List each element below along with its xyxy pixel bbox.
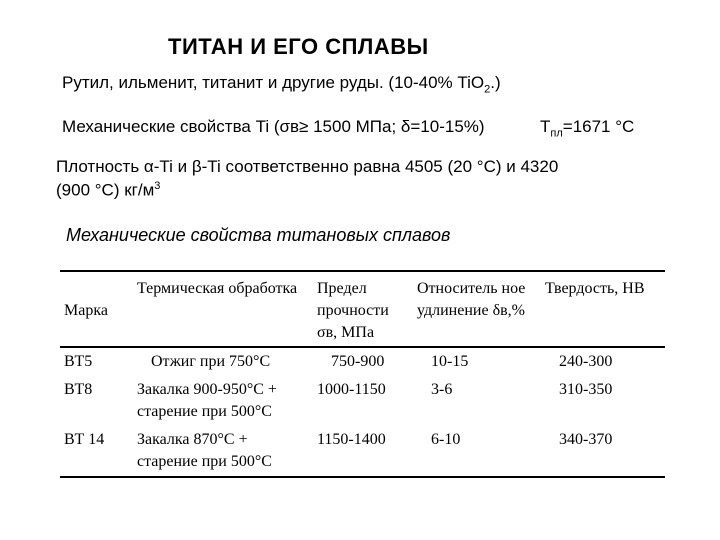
cell-heat-treatment: Отжиг при 750°С [151, 353, 271, 370]
table-row [60, 347, 665, 376]
cell-grade: ВТ8 [64, 381, 93, 398]
cell-strength: 750-900 [331, 353, 385, 370]
cell-hardness: 340-370 [559, 431, 613, 448]
ores-line [62, 73, 501, 95]
density-text: (900 °С) кг/м [56, 180, 155, 200]
table-header-row [60, 271, 665, 347]
cell-elongation: 3-6 [431, 381, 453, 398]
melting-value: =1671 °С [562, 117, 635, 136]
ores-text: Рутил, ильменит, титанит и другие руды. (10-40% TiO [62, 73, 485, 92]
cell-elongation: 10-15 [431, 353, 469, 370]
cell-elongation: 6-10 [431, 431, 461, 448]
page-title: ТИТАН И ЕГО СПЛАВЫ [168, 34, 429, 59]
header-hardness: Твердость, НВ [545, 280, 645, 297]
melting-subscript: пл [550, 127, 563, 140]
table-row [60, 426, 665, 477]
cell-strength: 1000-1150 [317, 381, 386, 398]
melting-point [540, 117, 634, 139]
ores-subscript: 2 [484, 83, 491, 96]
cell-hardness: 310-350 [559, 381, 613, 398]
header-strength: Предел прочности σв, МПа [317, 280, 389, 341]
header-heat-treatment: Термическая обработка [137, 280, 298, 297]
cell-grade: ВТ 14 [64, 431, 105, 448]
density-line-2 [56, 180, 160, 201]
header-grade: Марка [64, 302, 108, 319]
table-title: Механические свойства титановых сплавов [66, 225, 451, 245]
density-line-1: Плотность α-Ti и β-Ti соответственно равна 4505 (20 °С) и 4320 [56, 157, 559, 176]
cell-heat-treatment: Закалка 900-950°С + старение при 500°С [137, 381, 277, 420]
mechanical-properties-line: Механические свойства Ti (σв≥ 1500 МПа; δ=10-15%) [62, 117, 485, 136]
table-row [60, 376, 665, 426]
header-elongation: Относитель ное удлинение δв,% [417, 280, 526, 319]
ores-tail: .) [490, 73, 501, 92]
cell-heat-treatment: Закалка 870°С + старение при 500°С [137, 431, 272, 470]
alloy-properties-table [60, 270, 665, 478]
cell-hardness: 240-300 [559, 353, 613, 370]
density-superscript: 3 [154, 180, 161, 192]
cell-grade: ВТ5 [64, 353, 93, 370]
melting-prefix: Т [540, 117, 551, 136]
cell-strength: 1150-1400 [317, 431, 386, 448]
